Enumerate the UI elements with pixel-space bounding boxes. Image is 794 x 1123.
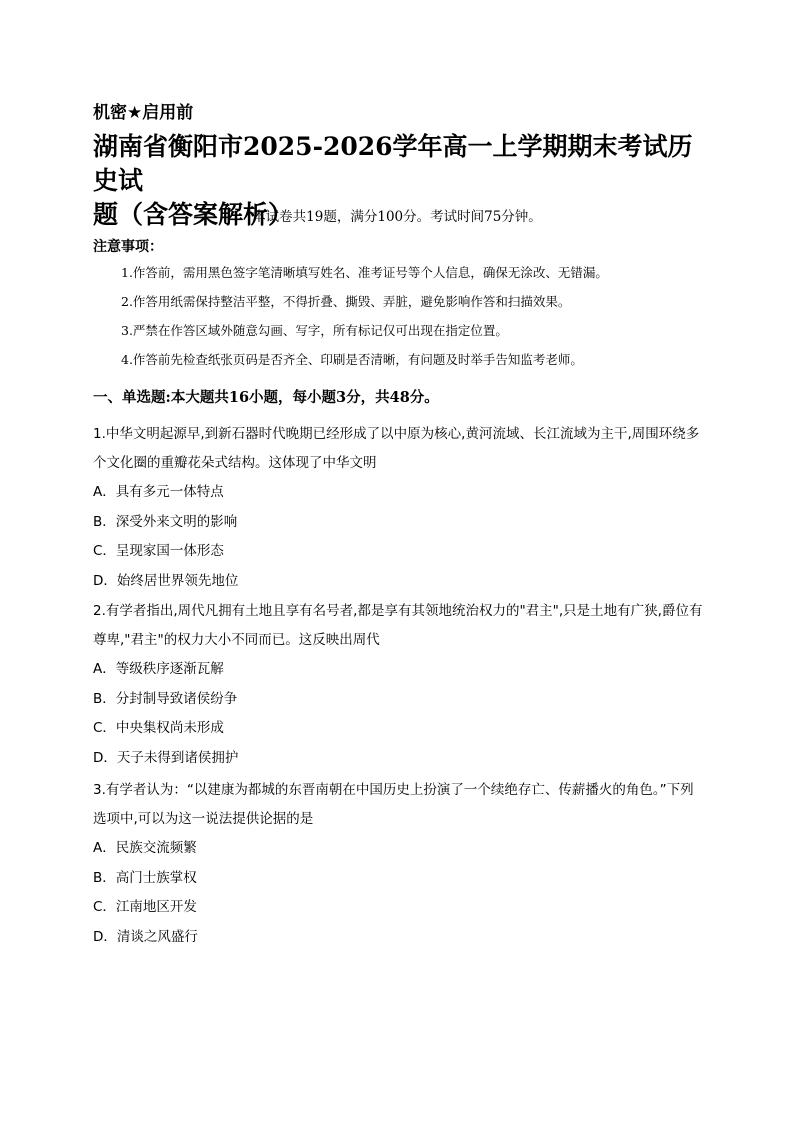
question-1 (93, 420, 705, 596)
question-3 (93, 776, 705, 952)
title-line-2: 题（含答案解析） (93, 200, 294, 229)
question-2 (93, 597, 705, 773)
option-list (93, 478, 705, 596)
confidential-label: 机密★启用前 (93, 103, 194, 123)
notice-list (121, 263, 608, 379)
option-a: A．民族交流频繁 (93, 840, 197, 856)
exam-info: 本试卷共19题，满分100分。考试时间75分钟。 (252, 209, 542, 225)
notice-item: 3.严禁在作答区域外随意勾画、写字，所有标记仅可出现在指定位置。 (121, 323, 508, 338)
option-c: C．呈现家国一体形态 (93, 543, 224, 559)
title-line-1: 湖南省衡阳市2025-2026学年高一上学期期末考试历史试 (93, 132, 693, 195)
notice-heading: 注意事项： (93, 239, 163, 255)
option-d: D．天子未得到诸侯拥护 (93, 749, 239, 766)
notice-item: 1.作答前，需用黑色签字笔清晰填写姓名、准考证号等个人信息，确保无涂改、无错漏。 (121, 265, 608, 280)
option-b: B．深受外来文明的影响 (93, 513, 238, 530)
question-stem: 1.中华文明起源早,到新石器时代晚期已经形成了以中原为核心,黄河流域、长江流域为主干,周围环绕多个文化圈的重瓣花朵式结构。这体现了中华文明 (93, 426, 700, 471)
option-c: C．江南地区开发 (93, 899, 197, 915)
option-d: D．清谈之风盛行 (93, 928, 198, 945)
option-b: B．分封制导致诸侯纷争 (93, 690, 238, 707)
notice-item: 2.作答用纸需保持整洁平整，不得折叠、撕毁、弄脏，避免影响作答和扫描效果。 (121, 294, 571, 309)
option-b: B．高门士族掌权 (93, 869, 197, 886)
option-a: A．具有多元一体特点 (93, 484, 224, 500)
question-stem: 2.有学者指出,周代凡拥有土地且享有名号者,都是享有其领地统治权力的"君主",只是土地有广狭,爵位有尊卑,"君主"的权力大小不同而已。这反映出周代 (93, 603, 703, 648)
option-d: D．始终居世界领先地位 (93, 572, 239, 589)
option-list (93, 834, 705, 952)
option-a: A．等级秩序逐渐瓦解 (93, 661, 224, 677)
section-heading: 一、单选题:本大题共16小题，每小题3分，共48分。 (93, 389, 439, 406)
option-c: C．中央集权尚未形成 (93, 720, 224, 736)
notice-item: 4.作答前先检查纸张页码是否齐全、印刷是否清晰，有问题及时举手告知监考老师。 (121, 352, 583, 367)
question-stem: 3.有学者认为：“以建康为都城的东晋南朝在中国历史上扮演了一个续绝存亡、传薪播火的角色。”下列选项中,可以为这一说法提供论据的是 (93, 782, 694, 827)
option-list (93, 655, 705, 773)
